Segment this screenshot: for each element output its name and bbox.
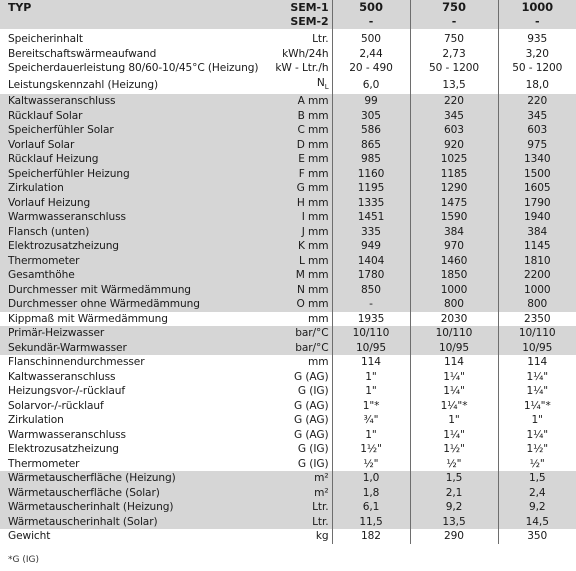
value-1000: 1145 bbox=[498, 239, 576, 254]
row-label: Warmwasseranschluss bbox=[8, 428, 126, 441]
spec-row bbox=[0, 47, 576, 62]
value-750: 1¼" bbox=[410, 384, 498, 399]
spec-row bbox=[0, 529, 576, 544]
value-1000: 1¼" bbox=[498, 370, 576, 385]
sem2-value-750: - bbox=[410, 15, 498, 29]
value-1000: 2200 bbox=[498, 268, 576, 283]
row-label: Flanschinnendurchmesser bbox=[8, 356, 145, 369]
row-unit: O mm bbox=[262, 297, 332, 312]
spec-row bbox=[0, 210, 576, 225]
size-500-header: 500 bbox=[332, 0, 410, 15]
value-1000: 50 - 1200 bbox=[498, 61, 576, 76]
value-1000: 1790 bbox=[498, 196, 576, 211]
spec-row bbox=[0, 355, 576, 370]
spec-row bbox=[0, 471, 576, 486]
row-unit: m² bbox=[262, 471, 332, 486]
row-unit-subscript: L bbox=[324, 82, 329, 91]
value-500: 985 bbox=[332, 152, 410, 167]
row-unit: I mm bbox=[262, 210, 332, 225]
row-label: Vorlauf Solar bbox=[0, 138, 262, 153]
row-label: Rücklauf Heizung bbox=[0, 152, 262, 167]
value-750: 1025 bbox=[410, 152, 498, 167]
spec-row bbox=[0, 500, 576, 515]
row-unit: kW - Ltr./h bbox=[275, 62, 329, 74]
value-1000: 384 bbox=[498, 225, 576, 240]
row-label: Speicherfühler Solar bbox=[0, 123, 262, 138]
value-1000: 1,5 bbox=[498, 471, 576, 486]
value-750: 10/110 bbox=[410, 326, 498, 341]
row-label: Zirkulation bbox=[0, 181, 262, 196]
value-500: 6,1 bbox=[332, 500, 410, 515]
spec-row bbox=[0, 32, 576, 47]
row-label: Heizungsvor-/-rücklauf bbox=[8, 385, 126, 398]
spec-row bbox=[0, 283, 576, 298]
row-unit: mm bbox=[308, 312, 329, 325]
row-label: Gewicht bbox=[8, 530, 51, 543]
value-750: 13,5 bbox=[410, 76, 498, 95]
row-label: Sekundär-Warmwasser bbox=[0, 341, 262, 356]
value-500: 500 bbox=[332, 32, 410, 47]
row-label: Solarvor-/-rücklauf bbox=[8, 399, 104, 412]
model-sem2: SEM-2 bbox=[262, 15, 332, 29]
value-500: 1"* bbox=[332, 399, 410, 414]
row-label: Speicherinhalt bbox=[8, 33, 83, 45]
value-500: 1195 bbox=[332, 181, 410, 196]
value-500: 1,8 bbox=[332, 486, 410, 501]
value-750: 220 bbox=[410, 94, 498, 109]
spec-row bbox=[0, 94, 576, 109]
model-sem1: SEM-1 bbox=[262, 0, 332, 15]
value-750: 1850 bbox=[410, 268, 498, 283]
row-unit: G (AG) bbox=[293, 414, 329, 427]
spec-row bbox=[0, 123, 576, 138]
value-500: 1" bbox=[332, 384, 410, 399]
value-1000: 1½" bbox=[498, 442, 576, 457]
value-750: 1460 bbox=[410, 254, 498, 269]
row-label: Wärmetauscherinhalt (Heizung) bbox=[0, 500, 262, 515]
value-1000: 1340 bbox=[498, 152, 576, 167]
value-1000: 350 bbox=[498, 529, 576, 544]
value-500: 10/95 bbox=[332, 341, 410, 356]
sem2-value-1000: - bbox=[498, 15, 576, 29]
row-unit: kg bbox=[315, 530, 329, 543]
value-750: ½" bbox=[410, 457, 498, 472]
row-label: Vorlauf Heizung bbox=[0, 196, 262, 211]
value-500: 11,5 bbox=[332, 515, 410, 530]
value-750: 750 bbox=[410, 32, 498, 47]
row-unit: D mm bbox=[262, 138, 332, 153]
row-unit: Ltr. bbox=[262, 515, 332, 530]
value-750: 384 bbox=[410, 225, 498, 240]
value-750: 1000 bbox=[410, 283, 498, 298]
value-750: 970 bbox=[410, 239, 498, 254]
value-750: 2,73 bbox=[410, 47, 498, 62]
row-label: Thermometer bbox=[8, 457, 80, 470]
value-500: 1,0 bbox=[332, 471, 410, 486]
spec-row bbox=[0, 515, 576, 530]
spec-row bbox=[0, 370, 576, 385]
row-unit-main: N bbox=[316, 76, 325, 89]
row-unit: N mm bbox=[262, 283, 332, 298]
row-unit: G (AG) bbox=[293, 370, 329, 383]
spec-row bbox=[0, 297, 576, 312]
row-unit: A mm bbox=[262, 94, 332, 109]
row-label: Kaltwasseranschluss bbox=[0, 94, 262, 109]
row-unit: G mm bbox=[262, 181, 332, 196]
value-500: 1160 bbox=[332, 167, 410, 182]
header-row-sem2 bbox=[0, 15, 576, 29]
value-750: 1185 bbox=[410, 167, 498, 182]
value-750: 345 bbox=[410, 109, 498, 124]
value-1000: 18,0 bbox=[498, 76, 576, 95]
value-1000: 935 bbox=[498, 32, 576, 47]
row-unit: G (AG) bbox=[293, 399, 329, 412]
spec-row bbox=[0, 225, 576, 240]
value-500: 850 bbox=[332, 283, 410, 298]
value-750: 50 - 1200 bbox=[410, 61, 498, 76]
row-label: Bereitschaftswärmeaufwand bbox=[8, 47, 157, 60]
value-1000: 975 bbox=[498, 138, 576, 153]
type-label: TYP bbox=[0, 0, 262, 15]
row-label: Wärmetauscherfläche (Heizung) bbox=[0, 471, 262, 486]
value-1000: 1500 bbox=[498, 167, 576, 182]
value-1000: 1940 bbox=[498, 210, 576, 225]
value-500: 20 - 490 bbox=[332, 61, 410, 76]
row-unit: E mm bbox=[262, 152, 332, 167]
value-1000: 1¼" bbox=[498, 384, 576, 399]
value-750: 1¼" bbox=[410, 370, 498, 385]
row-unit: G (AG) bbox=[293, 428, 329, 441]
value-500: 10/110 bbox=[332, 326, 410, 341]
value-500: ½" bbox=[332, 457, 410, 472]
value-500: 1780 bbox=[332, 268, 410, 283]
value-500: - bbox=[332, 297, 410, 312]
row-unit: B mm bbox=[262, 109, 332, 124]
spec-row bbox=[0, 413, 576, 428]
row-label: Elektrozusatzheizung bbox=[0, 239, 262, 254]
value-500: 1935 bbox=[332, 312, 410, 327]
value-1000: 1" bbox=[498, 413, 576, 428]
value-750: 13,5 bbox=[410, 515, 498, 530]
value-500: 114 bbox=[332, 355, 410, 370]
value-750: 9,2 bbox=[410, 500, 498, 515]
value-1000: 1810 bbox=[498, 254, 576, 269]
value-1000: 14,5 bbox=[498, 515, 576, 530]
row-label: Speicherfühler Heizung bbox=[0, 167, 262, 182]
row-unit: G (IG) bbox=[297, 385, 329, 398]
value-1000: 10/95 bbox=[498, 341, 576, 356]
value-500: 1404 bbox=[332, 254, 410, 269]
row-unit: G (IG) bbox=[297, 457, 329, 470]
row-label: Wärmetauscherfläche (Solar) bbox=[0, 486, 262, 501]
spec-row bbox=[0, 399, 576, 414]
value-1000: 603 bbox=[498, 123, 576, 138]
value-1000: 345 bbox=[498, 109, 576, 124]
row-unit: m² bbox=[262, 486, 332, 501]
value-750: 1475 bbox=[410, 196, 498, 211]
row-unit: L mm bbox=[262, 254, 332, 269]
value-500: 2,44 bbox=[332, 47, 410, 62]
row-label: Warmwasseranschluss bbox=[0, 210, 262, 225]
row-label: Kaltwasseranschluss bbox=[8, 370, 116, 383]
spec-row bbox=[0, 167, 576, 182]
row-unit: Ltr. bbox=[312, 33, 329, 45]
row-unit: M mm bbox=[262, 268, 332, 283]
spec-row bbox=[0, 181, 576, 196]
value-750: 1¼"* bbox=[410, 399, 498, 414]
row-label: Rücklauf Solar bbox=[0, 109, 262, 124]
row-unit bbox=[262, 76, 332, 95]
spec-row bbox=[0, 326, 576, 341]
row-label: Thermometer bbox=[0, 254, 262, 269]
value-500: 1335 bbox=[332, 196, 410, 211]
value-500: 1" bbox=[332, 370, 410, 385]
value-750: 800 bbox=[410, 297, 498, 312]
value-750: 603 bbox=[410, 123, 498, 138]
value-500: 586 bbox=[332, 123, 410, 138]
sem2-value-500: - bbox=[332, 15, 410, 29]
spec-row bbox=[0, 254, 576, 269]
spec-row bbox=[0, 486, 576, 501]
header-row bbox=[0, 0, 576, 15]
value-1000: ½" bbox=[498, 457, 576, 472]
value-1000: 1605 bbox=[498, 181, 576, 196]
row-unit: F mm bbox=[262, 167, 332, 182]
spec-row bbox=[0, 384, 576, 399]
value-1000: 1¼"* bbox=[498, 399, 576, 414]
value-500: ¾" bbox=[332, 413, 410, 428]
value-750: 1290 bbox=[410, 181, 498, 196]
value-1000: 114 bbox=[498, 355, 576, 370]
row-label: Leistungskennzahl (Heizung) bbox=[8, 78, 159, 91]
footnote: *G (IG) bbox=[8, 555, 39, 565]
value-750: 114 bbox=[410, 355, 498, 370]
value-1000: 2350 bbox=[498, 312, 576, 327]
row-label: Gesamthöhe bbox=[0, 268, 262, 283]
row-label: Durchmesser ohne Wärmedämmung bbox=[0, 297, 262, 312]
value-500: 6,0 bbox=[332, 76, 410, 95]
spec-row bbox=[0, 61, 576, 76]
row-unit: H mm bbox=[262, 196, 332, 211]
value-500: 335 bbox=[332, 225, 410, 240]
spec-row bbox=[0, 341, 576, 356]
row-unit: G (IG) bbox=[297, 443, 329, 456]
value-500: 865 bbox=[332, 138, 410, 153]
value-500: 99 bbox=[332, 94, 410, 109]
value-500: 1½" bbox=[332, 442, 410, 457]
row-unit: bar/°C bbox=[262, 341, 332, 356]
spec-row bbox=[0, 457, 576, 472]
value-500: 949 bbox=[332, 239, 410, 254]
row-label: Elektrozusatzheizung bbox=[8, 443, 119, 456]
spec-row bbox=[0, 76, 576, 95]
row-label: Durchmesser mit Wärmedämmung bbox=[0, 283, 262, 298]
value-500: 182 bbox=[332, 529, 410, 544]
value-750: 2,1 bbox=[410, 486, 498, 501]
value-500: 305 bbox=[332, 109, 410, 124]
size-1000-header: 1000 bbox=[498, 0, 576, 15]
spec-row bbox=[0, 196, 576, 211]
row-label: Kippmaß mit Wärmedämmung bbox=[8, 312, 168, 325]
row-unit: K mm bbox=[262, 239, 332, 254]
spec-row bbox=[0, 138, 576, 153]
row-unit: mm bbox=[308, 356, 329, 369]
spec-row bbox=[0, 268, 576, 283]
value-750: 10/95 bbox=[410, 341, 498, 356]
value-1000: 3,20 bbox=[498, 47, 576, 62]
value-1000: 2,4 bbox=[498, 486, 576, 501]
value-1000: 9,2 bbox=[498, 500, 576, 515]
value-1000: 1000 bbox=[498, 283, 576, 298]
value-750: 290 bbox=[410, 529, 498, 544]
row-label: Speicherdauerleistung 80/60-10/45°C (Heizung) bbox=[8, 62, 259, 74]
value-750: 1590 bbox=[410, 210, 498, 225]
row-unit: J mm bbox=[262, 225, 332, 240]
value-750: 1¼" bbox=[410, 428, 498, 443]
spec-row bbox=[0, 239, 576, 254]
value-750: 920 bbox=[410, 138, 498, 153]
size-750-header: 750 bbox=[410, 0, 498, 15]
row-unit: bar/°C bbox=[262, 326, 332, 341]
value-750: 1,5 bbox=[410, 471, 498, 486]
row-label: Wärmetauscherinhalt (Solar) bbox=[0, 515, 262, 530]
spec-row bbox=[0, 109, 576, 124]
value-500: 1" bbox=[332, 428, 410, 443]
row-unit: C mm bbox=[262, 123, 332, 138]
value-1000: 800 bbox=[498, 297, 576, 312]
value-750: 1" bbox=[410, 413, 498, 428]
row-label: Primär-Heizwasser bbox=[0, 326, 262, 341]
value-750: 2030 bbox=[410, 312, 498, 327]
spec-row bbox=[0, 152, 576, 167]
spec-row bbox=[0, 312, 576, 327]
row-unit: kWh/24h bbox=[282, 47, 329, 60]
row-label: Zirkulation bbox=[8, 414, 64, 427]
value-1000: 10/110 bbox=[498, 326, 576, 341]
value-1000: 220 bbox=[498, 94, 576, 109]
value-1000: 1¼" bbox=[498, 428, 576, 443]
spec-row bbox=[0, 442, 576, 457]
row-unit: Ltr. bbox=[262, 500, 332, 515]
row-label: Flansch (unten) bbox=[0, 225, 262, 240]
spec-row bbox=[0, 428, 576, 443]
value-500: 1451 bbox=[332, 210, 410, 225]
value-750: 1½" bbox=[410, 442, 498, 457]
